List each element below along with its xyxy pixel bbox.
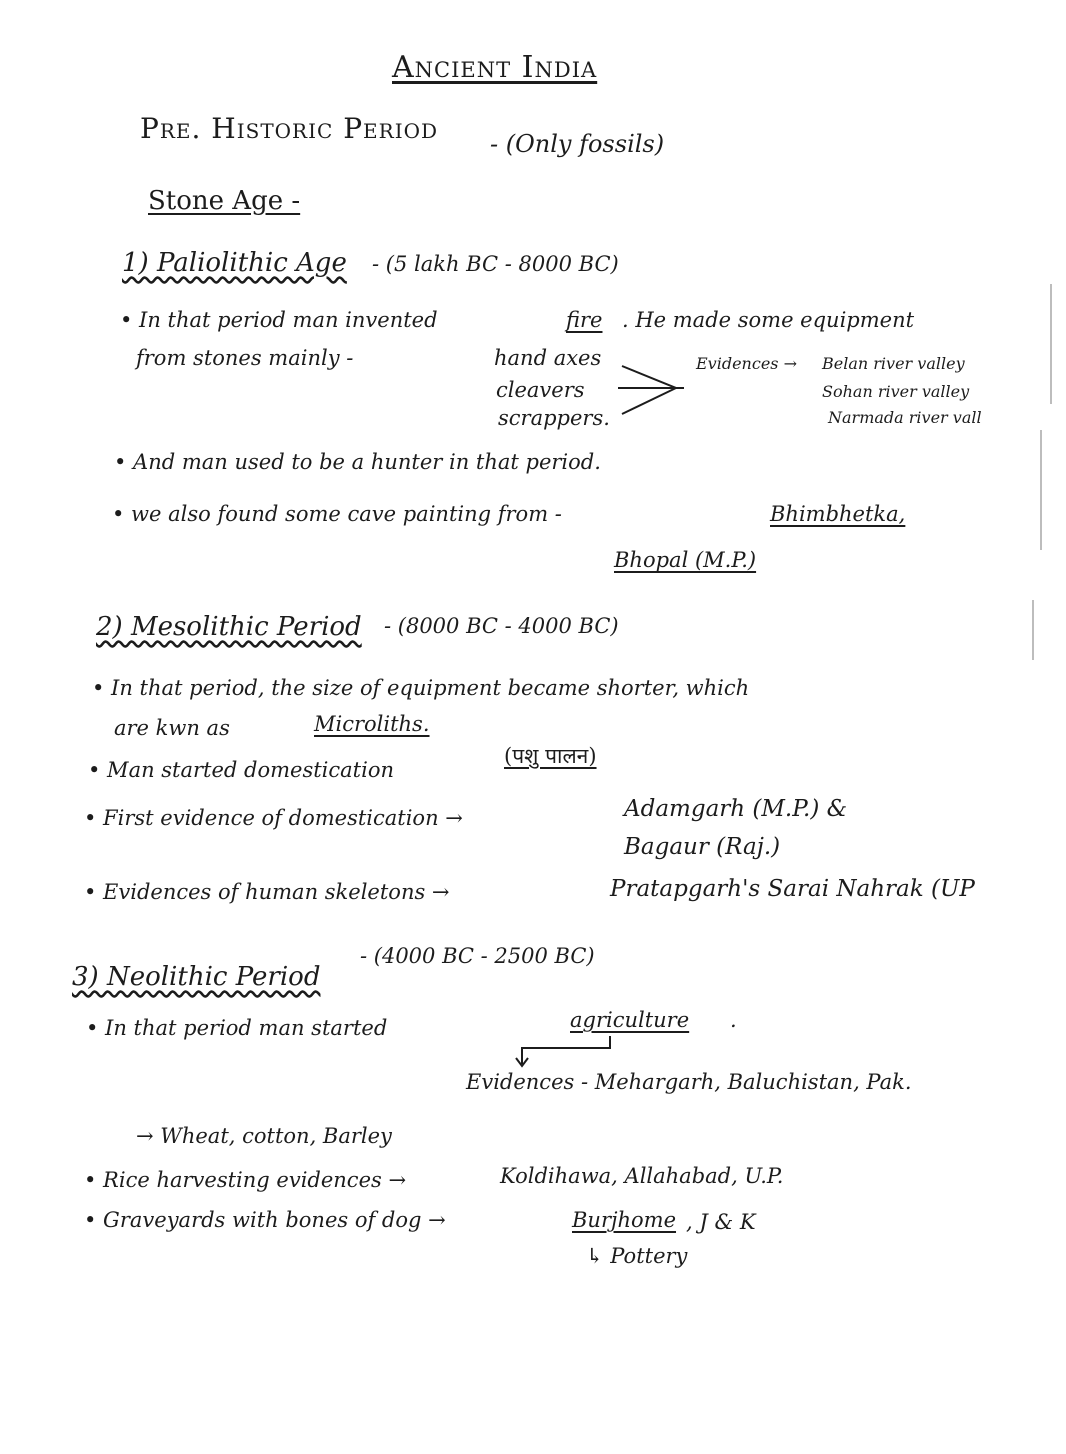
mesolithic-first-place2: Bagaur (Raj.) — [624, 834, 781, 860]
neolithic-rice: • Rice harvesting evidences → — [84, 1168, 407, 1192]
mesolithic-skeleton-place: Pratapgarh's Sarai Nahrak (UP — [610, 876, 975, 902]
neolithic-line1-end: . — [730, 1008, 737, 1032]
neolithic-pottery: ↳ Pottery — [586, 1244, 688, 1268]
mesolithic-skeletons: • Evidences of human skeletons → — [84, 880, 450, 904]
mesolithic-heading: 2) Mesolithic Period — [96, 612, 362, 642]
mesolithic-dates: - (8000 BC - 4000 BC) — [384, 614, 619, 638]
paleolithic-tool-3: scrappers. — [498, 406, 610, 430]
page-title: Ancient India — [392, 50, 598, 85]
paleolithic-evidence-2: Sohan river valley — [822, 382, 970, 401]
neolithic-agriculture: agriculture — [570, 1008, 690, 1032]
neolithic-rice-place: Koldihawa, Allahabad, U.P. — [500, 1164, 784, 1188]
mesolithic-domestication: • Man started domestication — [88, 758, 395, 782]
prehistoric-heading: Pre. Historic Period — [140, 112, 439, 145]
mesolithic-microliths: Microliths. — [314, 712, 430, 736]
mesolithic-first-evidence: • First evidence of domestication → — [84, 806, 463, 830]
neolithic-line1: • In that period man started — [86, 1016, 388, 1040]
mesolithic-hindi: (पशु पालन) — [504, 744, 597, 768]
paleolithic-evidences-label: Evidences → — [696, 354, 797, 373]
paleolithic-evidence-3: Narmada river vall — [828, 408, 982, 427]
paleolithic-tool-1: hand axes — [494, 346, 602, 370]
paleolithic-cave-place2: Bhopal (M.P.) — [614, 548, 757, 572]
paleolithic-cave-place: Bhimbhetka, — [770, 502, 906, 526]
convergence-arrow-icon — [618, 352, 690, 422]
neolithic-crops: → Wheat, cotton, Barley — [136, 1124, 392, 1148]
mesolithic-line2: are kwn as — [114, 716, 230, 740]
prehistoric-note: - (Only fossils) — [490, 130, 665, 158]
paleolithic-line2: from stones mainly - — [136, 346, 354, 370]
paleolithic-fire: fire — [566, 308, 603, 332]
bracket-arrow-icon — [508, 1034, 614, 1068]
scan-edge-mark — [1040, 430, 1042, 550]
stone-age-heading: Stone Age - — [148, 186, 301, 216]
neolithic-evidences: Evidences - Mehargarh, Baluchistan, Pak. — [466, 1070, 912, 1094]
neolithic-graveyards: • Graveyards with bones of dog → — [84, 1208, 446, 1232]
scan-edge-mark — [1050, 284, 1052, 404]
neolithic-heading: 3) Neolithic Period — [72, 962, 321, 992]
paleolithic-hunter: • And man used to be a hunter in that period. — [114, 450, 601, 474]
neolithic-grave-region: , J & K — [686, 1210, 756, 1234]
paleolithic-dates: - (5 lakh BC - 8000 BC) — [372, 252, 619, 276]
scan-edge-mark — [1032, 600, 1034, 660]
mesolithic-line1: • In that period, the size of equipment became shorter, which — [92, 676, 750, 700]
mesolithic-first-place1: Adamgarh (M.P.) & — [624, 796, 848, 822]
neolithic-dates: - (4000 BC - 2500 BC) — [360, 944, 595, 968]
paleolithic-evidence-1: Belan river valley — [822, 354, 965, 373]
paleolithic-line1b: . He made some equipment — [622, 308, 915, 332]
paleolithic-tool-2: cleavers — [496, 378, 585, 402]
neolithic-grave-place: Burjhome — [572, 1208, 677, 1232]
paleolithic-heading: 1) Paliolithic Age — [122, 248, 347, 278]
paleolithic-line1: • In that period man invented — [120, 308, 438, 332]
paleolithic-cave: • we also found some cave painting from - — [112, 502, 562, 526]
